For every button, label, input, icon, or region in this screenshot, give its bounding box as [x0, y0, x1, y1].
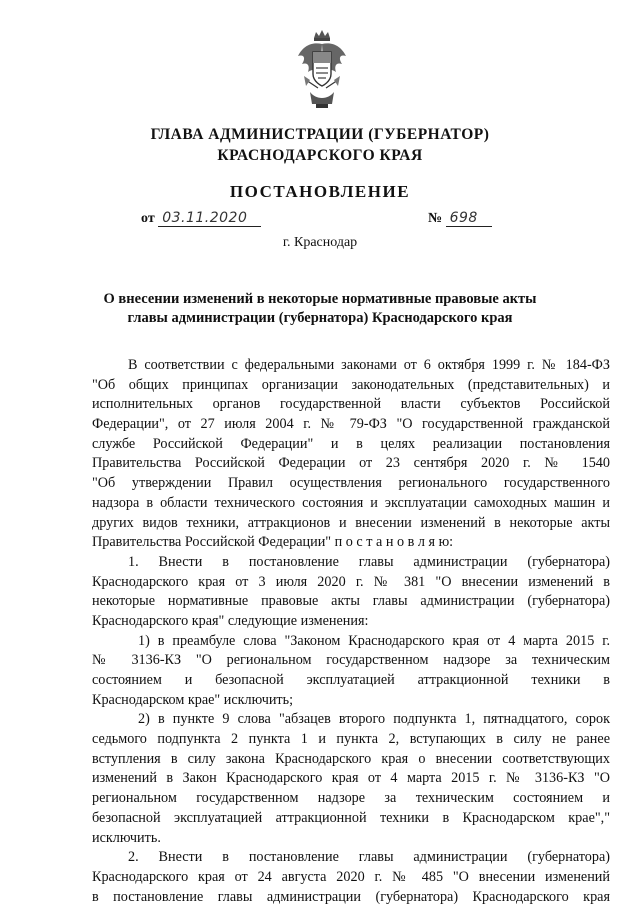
document-body: [92, 356, 610, 907]
krasnodar-coat-of-arms-icon: [296, 30, 348, 110]
body-line: вступления в силу закона Краснодарского края о внесении соответствующих: [92, 750, 610, 767]
body-line: "Об общих принципах организации законодательных (представительных) и: [92, 376, 610, 393]
date-row: [141, 210, 261, 227]
body-line: седьмого подпункта 2 пункта 1 и пункта 2, вступающих в силу не ранее: [92, 731, 610, 748]
title-line-2: главы администрации (губернатора) Краснодарского края: [127, 310, 513, 326]
authority-line-2: КРАСНОДАРСКОГО КРАЯ: [217, 147, 423, 164]
body-line: изменений в Закон Краснодарского края от 4 марта 2015 г. № 3136-КЗ "О: [92, 770, 610, 787]
body-line: Краснодарского края от 3 июля 2020 г. № 381 "О внесении изменений в: [92, 573, 610, 590]
body-line: службе Российской Федерации" и в целях реализации постановления: [92, 435, 610, 452]
body-line: исполнительных органов государственной власти субъектов Российской: [92, 396, 610, 413]
body-line: № 3136-КЗ "О региональном государственном надзоре за техническим: [92, 652, 610, 669]
body-line: Правительства Российской Федерации" п о с т а н о в л я ю:: [92, 534, 454, 551]
number-label: №: [428, 211, 443, 226]
body-line: региональном государственном надзоре за техническим состоянием и: [92, 790, 610, 807]
title-line-1: О внесении изменений в некоторые нормативные правовые акты: [103, 291, 537, 307]
body-line: 1. Внести в постановление главы администрации (губернатора): [128, 553, 610, 570]
body-line: В соответствии с федеральными законами от 6 октября 1999 г. № 184-ФЗ: [128, 357, 610, 373]
document-title: [0, 290, 640, 328]
body-line: Краснодарском крае" исключить;: [92, 691, 294, 708]
date-value: 03.11.2020: [158, 210, 261, 227]
city: г. Краснодар: [282, 235, 358, 250]
body-line: безопасной эксплуатацией аттракционной техники в Краснодарском крае",": [92, 809, 610, 826]
date-label: от: [141, 211, 155, 226]
body-line: состоянием и безопасной эксплуатацией аттракционной техники в: [92, 672, 610, 688]
body-line: Федерации", от 27 июля 2004 г. № 79-ФЗ "О государственной гражданской: [92, 416, 610, 433]
body-line: Краснодарского края от 24 августа 2020 г. № 485 "О внесении изменений: [92, 868, 610, 885]
number-row: [428, 210, 492, 227]
body-line: надзора в области технического состояния и эксплуатации самоходных машин и: [92, 494, 610, 511]
body-line: 1) в преамбуле слова "Законом Краснодарского края от 4 марта 2015 г.: [138, 632, 610, 649]
body-line: 2. Внести в постановление главы администрации (губернатора): [128, 849, 610, 866]
document-type: ПОСТАНОВЛЕНИЕ: [229, 182, 411, 201]
number-value: 698: [446, 210, 492, 227]
body-line: Правительства Российской Федерации от 23 сентября 2020 г. № 1540: [92, 455, 610, 472]
body-line: в постановление главы администрации (губернатора) Краснодарского края: [92, 888, 610, 905]
body-line: некоторые нормативные правовые акты главы администрации (губернатора): [92, 593, 610, 610]
body-line: других видов техники, аттракционов и внесении изменений в некоторые акты: [92, 514, 610, 531]
authority-line-1: ГЛАВА АДМИНИСТРАЦИИ (ГУБЕРНАТОР): [150, 126, 490, 143]
body-line: исключить.: [92, 829, 161, 846]
body-line: "Об утверждении Правил осуществления регионального государственного: [92, 475, 610, 492]
body-line: 2) в пункте 9 слова "абзацев второго подпункта 1, пятнадцатого, сорок: [138, 711, 610, 728]
body-line: Краснодарского края" следующие изменения:: [92, 612, 369, 629]
